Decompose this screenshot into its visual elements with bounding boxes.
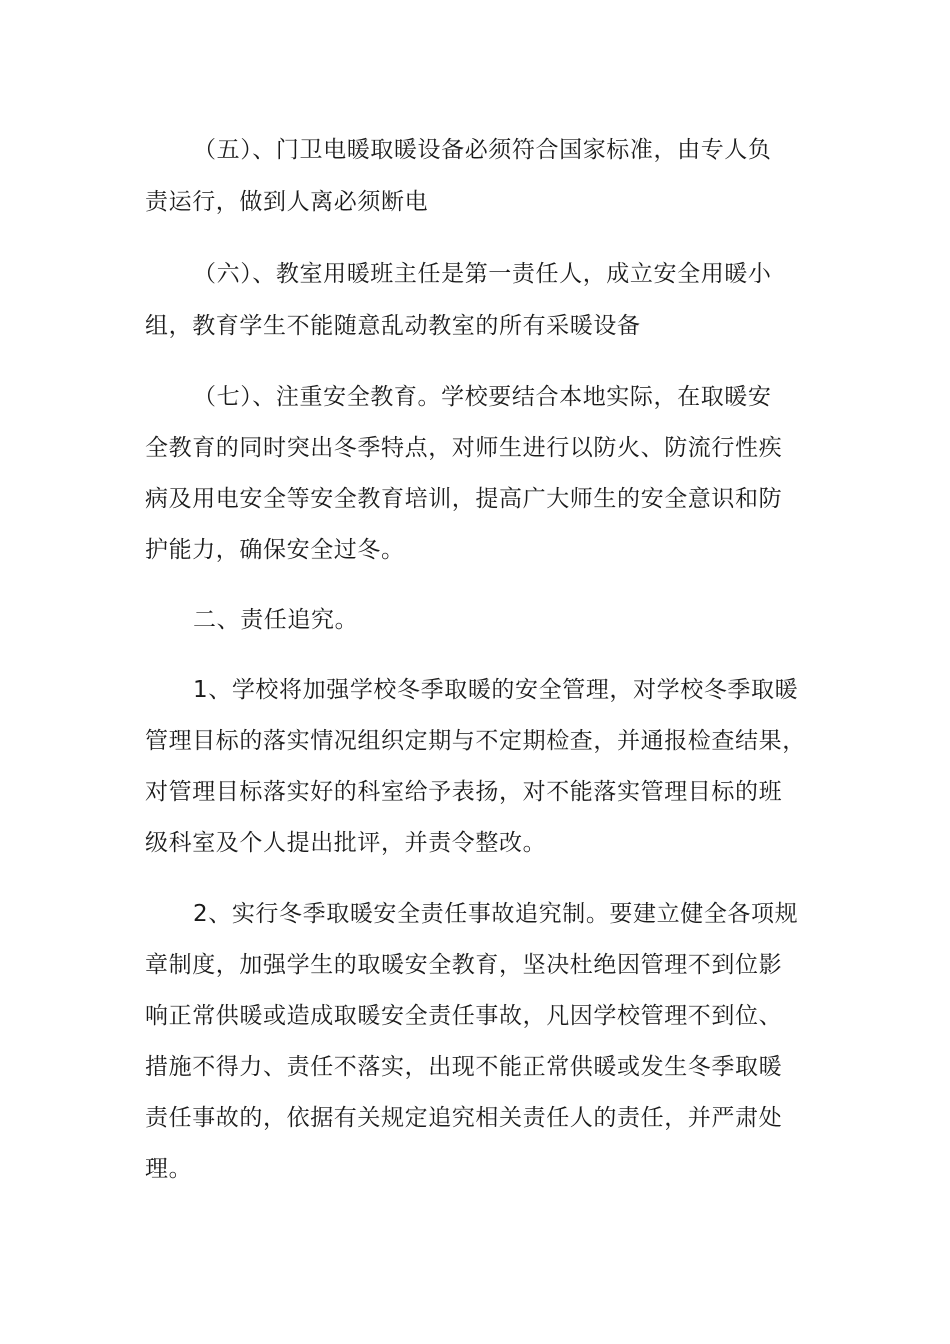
paragraph-6-line-4: 措施不得力、责任不落实，出现不能正常供暖或发生冬季取暖 (145, 1054, 783, 1080)
paragraph-6-line-6: 理。 (145, 1156, 193, 1182)
paragraph-5-line-4: 级科室及个人提出批评，并责令整改。 (145, 830, 547, 856)
paragraph-3-line-1: （七）、注重安全教育。学校要结合本地实际，在取暖安 (193, 384, 772, 410)
paragraph-6-line-1: 2、实行冬季取暖安全责任事故追究制。要建立健全各项规 (193, 901, 799, 927)
paragraph-6-line-3: 响正常供暖或造成取暖安全责任事故，凡因学校管理不到位、 (145, 1003, 783, 1029)
paragraph-1-line-2: 责运行，做到人离必须断电 (145, 189, 429, 215)
paragraph-5-line-3: 对管理目标落实好的科室给予表扬，对不能落实管理目标的班 (145, 779, 783, 805)
paragraph-1-line-1: （五）、门卫电暖取暖设备必须符合国家标准，由专人负 (193, 137, 772, 163)
paragraph-2-line-1: （六）、教室用暖班主任是第一责任人，成立安全用暖小 (193, 261, 772, 287)
paragraph-5-line-1: 1、学校将加强学校冬季取暖的安全管理，对学校冬季取暖 (193, 677, 799, 703)
paragraph-3-line-4: 护能力，确保安全过冬。 (145, 537, 405, 563)
paragraph-5-line-2: 管理目标的落实情况组织定期与不定期检查，并通报检查结果， (145, 728, 806, 754)
paragraph-3-line-3: 病及用电安全等安全教育培训，提高广大师生的安全意识和防 (145, 486, 783, 512)
paragraph-3-line-2: 全教育的同时突出冬季特点，对师生进行以防火、防流行性疾 (145, 435, 783, 461)
paragraph-6-line-2: 章制度，加强学生的取暖安全教育，坚决杜绝因管理不到位影 (145, 952, 783, 978)
paragraph-2-line-2: 组，教育学生不能随意乱动教室的所有采暖设备 (145, 313, 641, 339)
paragraph-6-line-5: 责任事故的，依据有关规定追究相关责任人的责任，并严肃处 (145, 1105, 783, 1131)
section-heading: 二、责任追究。 (193, 607, 359, 633)
